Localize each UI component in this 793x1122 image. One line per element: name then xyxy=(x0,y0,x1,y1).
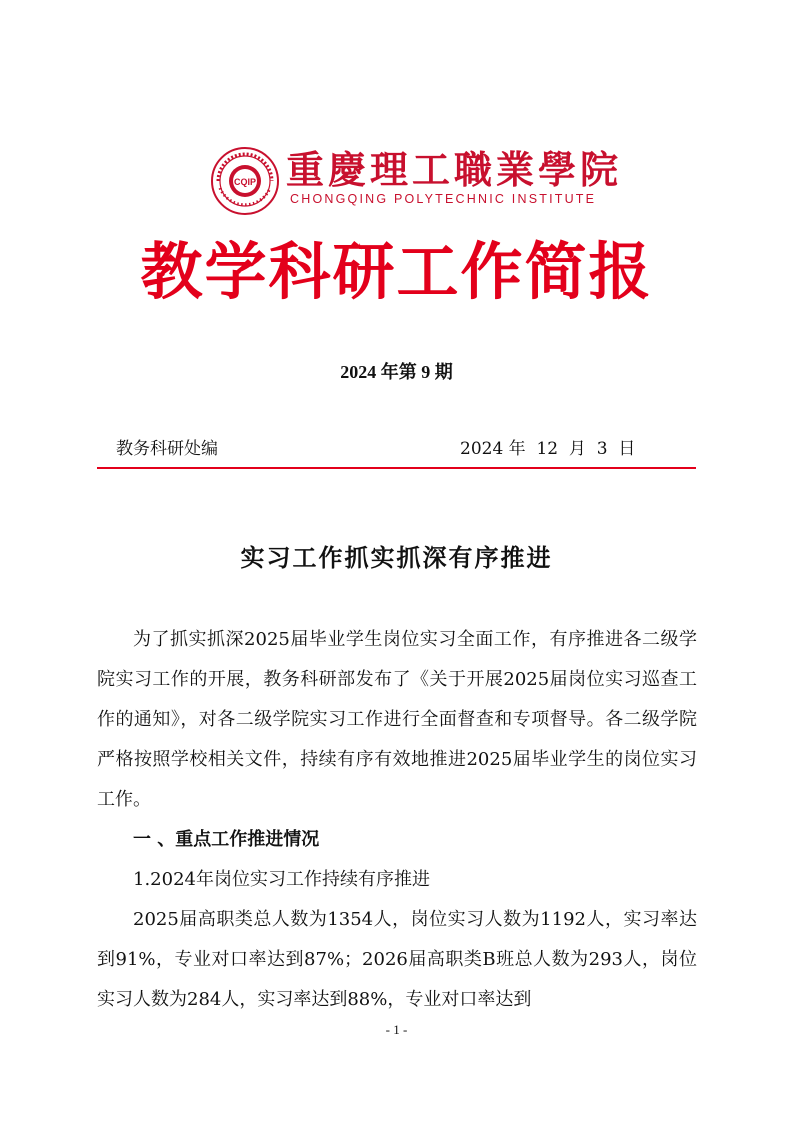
article-title: 实习工作抓实抓深有序推进 xyxy=(240,543,553,572)
article-body xyxy=(97,620,697,1020)
bulletin-title: 教学科研工作简报 xyxy=(140,235,653,308)
school-seal-icon xyxy=(210,146,280,216)
editor-label: 教务科研处编 xyxy=(116,439,218,459)
issue-number: 2024 年第 9 期 xyxy=(340,362,453,382)
paragraph: 为了抓实抓深2025届毕业学生岗位实习全面工作，有序推进各二级学院实习工作的开展，教务科研部发布了《关于开展2025届岗位实习巡查工作的通知》，对各二级学院实习工作进行全面督查和专项督导。各二级学院严格按照学校相关文件，持续有序有效地推进2025届毕业学生的岗位实习工作。 xyxy=(97,629,697,810)
issue-date: 2024 年 12 月 3 日 xyxy=(460,439,636,459)
school-logo xyxy=(210,146,623,218)
section-heading: 一 、重点工作推进情况 xyxy=(133,829,320,850)
paragraph: 2025届高职类总人数为1354人，岗位实习人数为1192人，实习率达到91%，专业对口率达到87%；2026届高职类B班总人数为293人，岗位实习人数为284人，实习率达到88%，专业对口率达到 xyxy=(97,909,697,1010)
paragraph: 1.2024年岗位实习工作持续有序推进 xyxy=(133,869,430,890)
header-divider xyxy=(97,467,696,469)
school-name-cn: 重慶理工職業學院 xyxy=(286,147,623,192)
school-name-en: CHONGQING POLYTECHNIC INSTITUTE xyxy=(290,192,597,206)
page-number: - 1 - xyxy=(385,1022,408,1037)
seal-text: CQIP xyxy=(233,177,257,187)
